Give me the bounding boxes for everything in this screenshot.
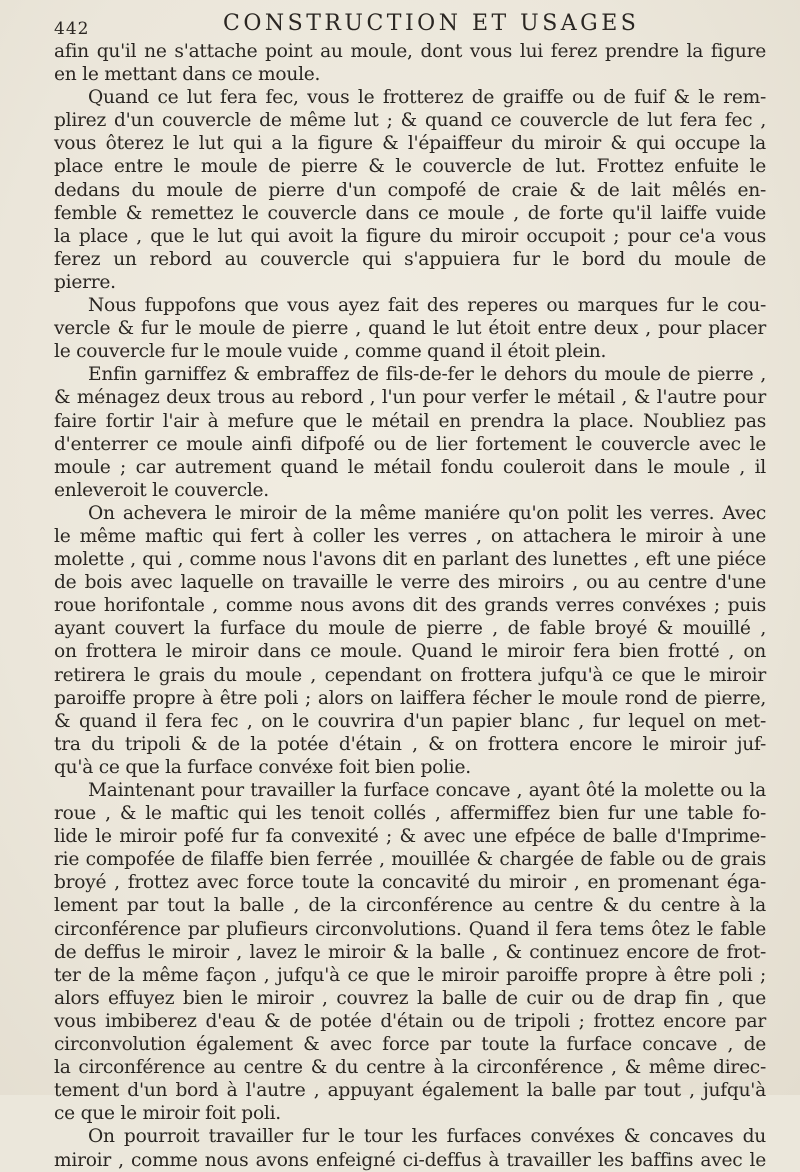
page-header (54, 7, 754, 39)
text-line: le même maftic qui fert à coller les verres , on attachera le miroir à une (54, 525, 766, 547)
running-title: CONSTRUCTION ET USAGES (223, 11, 640, 36)
text-line: la place , que le lut qui avoit la figure du miroir occupoit ; pour ce'a vous (54, 225, 766, 247)
text-line: Maintenant pour travailler la furface concave , ayant ôté la molette ou la (88, 780, 766, 801)
text-line: enleveroit le couvercle. (54, 479, 269, 501)
text-line: vercle & fur le moule de pierre , quand le lut étoit entre deux , pour placer (54, 318, 766, 340)
text-line: de bois avec laquelle on travaille le verre des miroirs , ou au centre d'une (54, 572, 766, 594)
text-line: dedans du moule de pierre d'un compofé de craie & de lait mêlés en- (54, 179, 766, 201)
text-line: qu'à ce que la furface convéxe foit bien polie. (54, 756, 471, 778)
text-line: circonférence par plufieurs circonvolutions. Quand il fera tems ôtez le fable (54, 918, 766, 940)
text-line: alors effuyez bien le miroir , couvrez la balle de cuir ou de drap fin , que (54, 987, 766, 1009)
page-number: 442 (54, 19, 90, 39)
text-line: roue , & le maftic qui les tenoit collés , affermiffez bien fur une table fo- (54, 803, 766, 825)
text-line: & quand il fera fec , on le couvrira d'un papier blanc , fur lequel on met- (54, 710, 766, 732)
text-line: en le mettant dans ce moule. (54, 64, 321, 86)
text-line: broyé , frottez avec force toute la concavité du miroir , en promenant éga- (54, 872, 766, 894)
text-line: On achevera le miroir de la même maniére qu'on polit les verres. Avec (88, 502, 766, 524)
text-line: moule ; car autrement quand le métail fondu couleroit dans le moule , il (54, 456, 766, 478)
text-line: & ménagez deux trous au rebord , l'un pour verfer le métail , & l'autre pour (54, 387, 766, 409)
text-line: rie compofée de filaffe bien ferrée , mouillée & chargée de fable ou de grais (54, 849, 766, 871)
text-line: place entre le moule de pierre & le couvercle de lut. Frottez enfuite le (54, 156, 766, 178)
text-line: vous imbiberez d'eau & de potée d'étain ou de tripoli ; frottez encore par (54, 1010, 766, 1032)
text-line: d'enterrer ce moule ainfi difpofé ou de lier fortement le couvercle avec le (54, 433, 766, 455)
text-line: molette , qui , comme nous l'avons dit en parlant des lunettes , eft une piéce (54, 549, 766, 571)
text-line: roue horifontale , comme nous avons dit des grands verres convéxes ; puis (54, 595, 766, 617)
text-line: plirez d'un couvercle de même lut ; & quand ce couvercle de lut fera fec , (54, 110, 766, 132)
text-line: vous ôterez le lut qui a la figure & l'épaiffeur du miroir & qui occupe la (54, 133, 766, 155)
text-line: Nous fuppofons que vous ayez fait des reperes ou marques fur le cou- (88, 295, 766, 317)
text-line: le couvercle fur le moule vuide , comme quand il étoit plein. (54, 341, 607, 363)
text-line: miroir , comme nous avons enfeigné ci-deffus à travailler les baffins avec le (54, 1149, 766, 1171)
text-line: Quand ce lut fera fec, vous le frotterez de graiffe ou de fuif & le rem- (88, 87, 766, 109)
text-line: femble & remettez le couvercle dans ce moule , de forte qu'il laiffe vuide (54, 202, 766, 224)
text-line: paroiffe propre à être poli ; alors on laiffera fécher le moule rond de pierre, (54, 687, 766, 709)
text-line: ayant couvert la furface du moule de pierre , de fable broyé & mouillé , (54, 618, 766, 640)
text-line: tra du tripoli & de la potée d'étain , & on frottera encore le miroir juf- (54, 733, 766, 755)
text-line: faire fortir l'air à mefure que le métail en prendra la place. Noubliez pas (54, 410, 766, 432)
text-line: circonvolution également & avec force par toute la furface concave , de (54, 1034, 766, 1056)
text-line: ce que le miroir foit poli. (54, 1103, 281, 1125)
text-line: ter de la même façon , jufqu'à ce que le miroir paroiffe propre à être poli ; (54, 964, 766, 986)
text-line: Enfin garniffez & embraffez de fils-de-fer le dehors du moule de pierre , (88, 364, 766, 386)
text-line: lide le miroir pofé fur fa convexité ; & avec une efpéce de balle d'Imprime- (54, 826, 766, 848)
text-line: on frottera le miroir dans ce moule. Quand le miroir fera bien frotté , on (54, 641, 766, 663)
body-text (54, 40, 766, 1172)
text-line: afin qu'il ne s'attache point au moule, dont vous lui ferez prendre la figure (54, 41, 766, 62)
text-line: tement d'un bord à l'autre , appuyant également la balle par tout , jufqu'à (54, 1080, 766, 1102)
text-line: retirera le grais du moule , cependant on frottera jufqu'à ce que le miroir (54, 664, 766, 686)
text-line: la circonférence au centre & du centre à la circonférence , & même direc- (54, 1057, 766, 1079)
text-line: lement par tout la balle , de la circonférence au centre & du centre à la (54, 895, 766, 917)
text-line: ferez un rebord au couvercle qui s'appuiera fur le bord du moule de (54, 248, 766, 270)
text-line: On pourroit travailler fur le tour les furfaces convéxes & concaves du (88, 1126, 766, 1148)
text-line: pierre. (54, 271, 116, 293)
text-line: de deffus le miroir , lavez le miroir & la balle , & continuez encore de frot- (54, 941, 766, 963)
